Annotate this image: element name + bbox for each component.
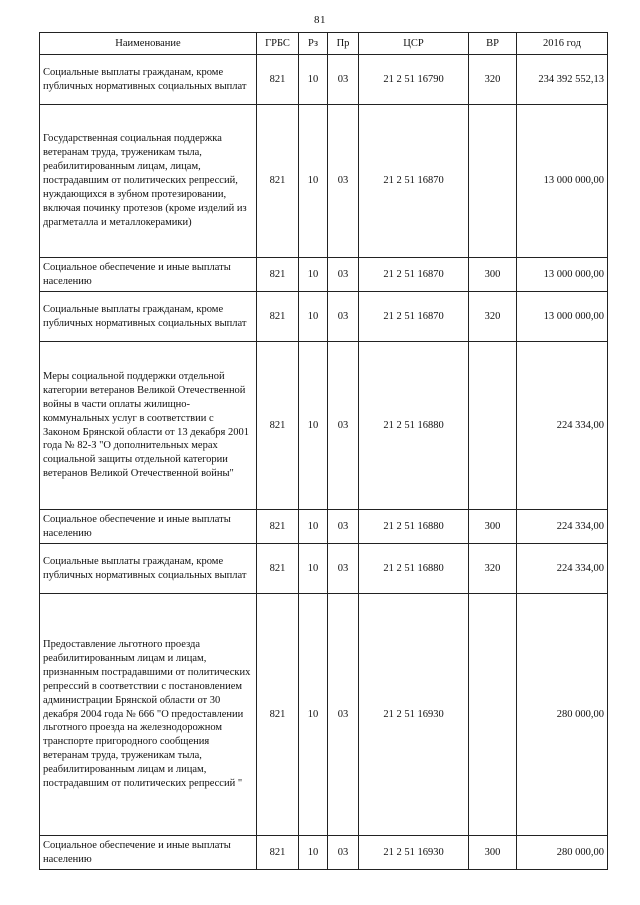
- table-row: [40, 510, 608, 544]
- header-vr: ВР: [469, 33, 517, 55]
- cell-vr: 320: [469, 55, 517, 105]
- cell-csr: 21 2 51 16870: [359, 105, 469, 258]
- cell-vr: 320: [469, 544, 517, 594]
- cell-pr: 03: [328, 594, 359, 836]
- cell-pr: 03: [328, 544, 359, 594]
- table-row: [40, 105, 608, 258]
- table-row: [40, 258, 608, 292]
- cell-grbs: 821: [257, 544, 299, 594]
- cell-grbs: 821: [257, 342, 299, 510]
- cell-amount: 234 392 552,13: [517, 55, 608, 105]
- cell-csr: 21 2 51 16870: [359, 258, 469, 292]
- cell-csr: 21 2 51 16880: [359, 544, 469, 594]
- cell-vr: 320: [469, 292, 517, 342]
- cell-pr: 03: [328, 292, 359, 342]
- cell-grbs: 821: [257, 836, 299, 870]
- cell-pr: 03: [328, 258, 359, 292]
- cell-pr: 03: [328, 342, 359, 510]
- cell-pr: 03: [328, 105, 359, 258]
- cell-vr: 300: [469, 836, 517, 870]
- table-header-row: [40, 33, 608, 55]
- table-row: [40, 594, 608, 836]
- cell-vr: [469, 342, 517, 510]
- cell-name: Социальные выплаты гражданам, кроме публичных нормативных социальных выплат: [40, 55, 257, 105]
- cell-rz: 10: [299, 594, 328, 836]
- cell-amount: 280 000,00: [517, 836, 608, 870]
- cell-rz: 10: [299, 105, 328, 258]
- cell-csr: 21 2 51 16880: [359, 510, 469, 544]
- cell-name: Предоставление льготного проезда реабилитированным лицам и лицам, признанным пострадавшими от политических репрессий в соответствии с постановлением администрации Брянской области от 30 декабря 2004 года № 666 "О предоставлении льготного проезда на железнодорожном транспорте пригородного сообщения ветеранам труда, труженикам тыла, реабилитированным лицам и лицам, пострадавшим от политических репрессий ": [40, 594, 257, 836]
- cell-csr: 21 2 51 16930: [359, 836, 469, 870]
- cell-amount: 13 000 000,00: [517, 292, 608, 342]
- table-row: [40, 836, 608, 870]
- cell-vr: 300: [469, 258, 517, 292]
- cell-rz: 10: [299, 292, 328, 342]
- cell-amount: 224 334,00: [517, 544, 608, 594]
- budget-table: [39, 32, 608, 870]
- cell-amount: 224 334,00: [517, 510, 608, 544]
- cell-grbs: 821: [257, 258, 299, 292]
- cell-rz: 10: [299, 342, 328, 510]
- cell-csr: 21 2 51 16870: [359, 292, 469, 342]
- header-rz: Рз: [299, 33, 328, 55]
- cell-name: Социальное обеспечение и иные выплаты населению: [40, 510, 257, 544]
- cell-grbs: 821: [257, 105, 299, 258]
- cell-rz: 10: [299, 836, 328, 870]
- cell-pr: 03: [328, 55, 359, 105]
- cell-amount: 13 000 000,00: [517, 258, 608, 292]
- cell-name: Социальные выплаты гражданам, кроме публичных нормативных социальных выплат: [40, 544, 257, 594]
- cell-name: Меры социальной поддержки отдельной категории ветеранов Великой Отечественной войны в части оплаты жилищно-коммунальных услуг в соответствии с Законом Брянской области от 13 декабря 2001 года № 82-З "О дополнительных мерах социальной защиты отдельной категории ветеранов Великой Отечественной войны": [40, 342, 257, 510]
- cell-pr: 03: [328, 510, 359, 544]
- cell-name: Социальное обеспечение и иные выплаты населению: [40, 258, 257, 292]
- table-row: [40, 544, 608, 594]
- cell-vr: [469, 594, 517, 836]
- cell-pr: 03: [328, 836, 359, 870]
- cell-amount: 280 000,00: [517, 594, 608, 836]
- cell-csr: 21 2 51 16930: [359, 594, 469, 836]
- cell-amount: 13 000 000,00: [517, 105, 608, 258]
- cell-rz: 10: [299, 544, 328, 594]
- header-pr: Пр: [328, 33, 359, 55]
- cell-vr: 300: [469, 510, 517, 544]
- cell-csr: 21 2 51 16880: [359, 342, 469, 510]
- cell-rz: 10: [299, 55, 328, 105]
- cell-rz: 10: [299, 510, 328, 544]
- header-year-2016: 2016 год: [517, 33, 608, 55]
- table-row: [40, 292, 608, 342]
- cell-name: Социальные выплаты гражданам, кроме публичных нормативных социальных выплат: [40, 292, 257, 342]
- cell-grbs: 821: [257, 55, 299, 105]
- cell-amount: 224 334,00: [517, 342, 608, 510]
- cell-grbs: 821: [257, 292, 299, 342]
- cell-grbs: 821: [257, 510, 299, 544]
- table-row: [40, 55, 608, 105]
- cell-rz: 10: [299, 258, 328, 292]
- cell-csr: 21 2 51 16790: [359, 55, 469, 105]
- cell-name: Государственная социальная поддержка ветеранам труда, труженикам тыла, реабилитированным лицам, лицам, пострадавшим от политических репрессий, нуждающихся в зубном протезировании, включая починку протезов (кроме изделий из драгметалла и металлокерамики): [40, 105, 257, 258]
- cell-vr: [469, 105, 517, 258]
- header-grbs: ГРБС: [257, 33, 299, 55]
- header-csr: ЦСР: [359, 33, 469, 55]
- header-name: Наименование: [40, 33, 257, 55]
- page-number: 81: [314, 14, 326, 26]
- table-row: [40, 342, 608, 510]
- cell-name: Социальное обеспечение и иные выплаты населению: [40, 836, 257, 870]
- cell-grbs: 821: [257, 594, 299, 836]
